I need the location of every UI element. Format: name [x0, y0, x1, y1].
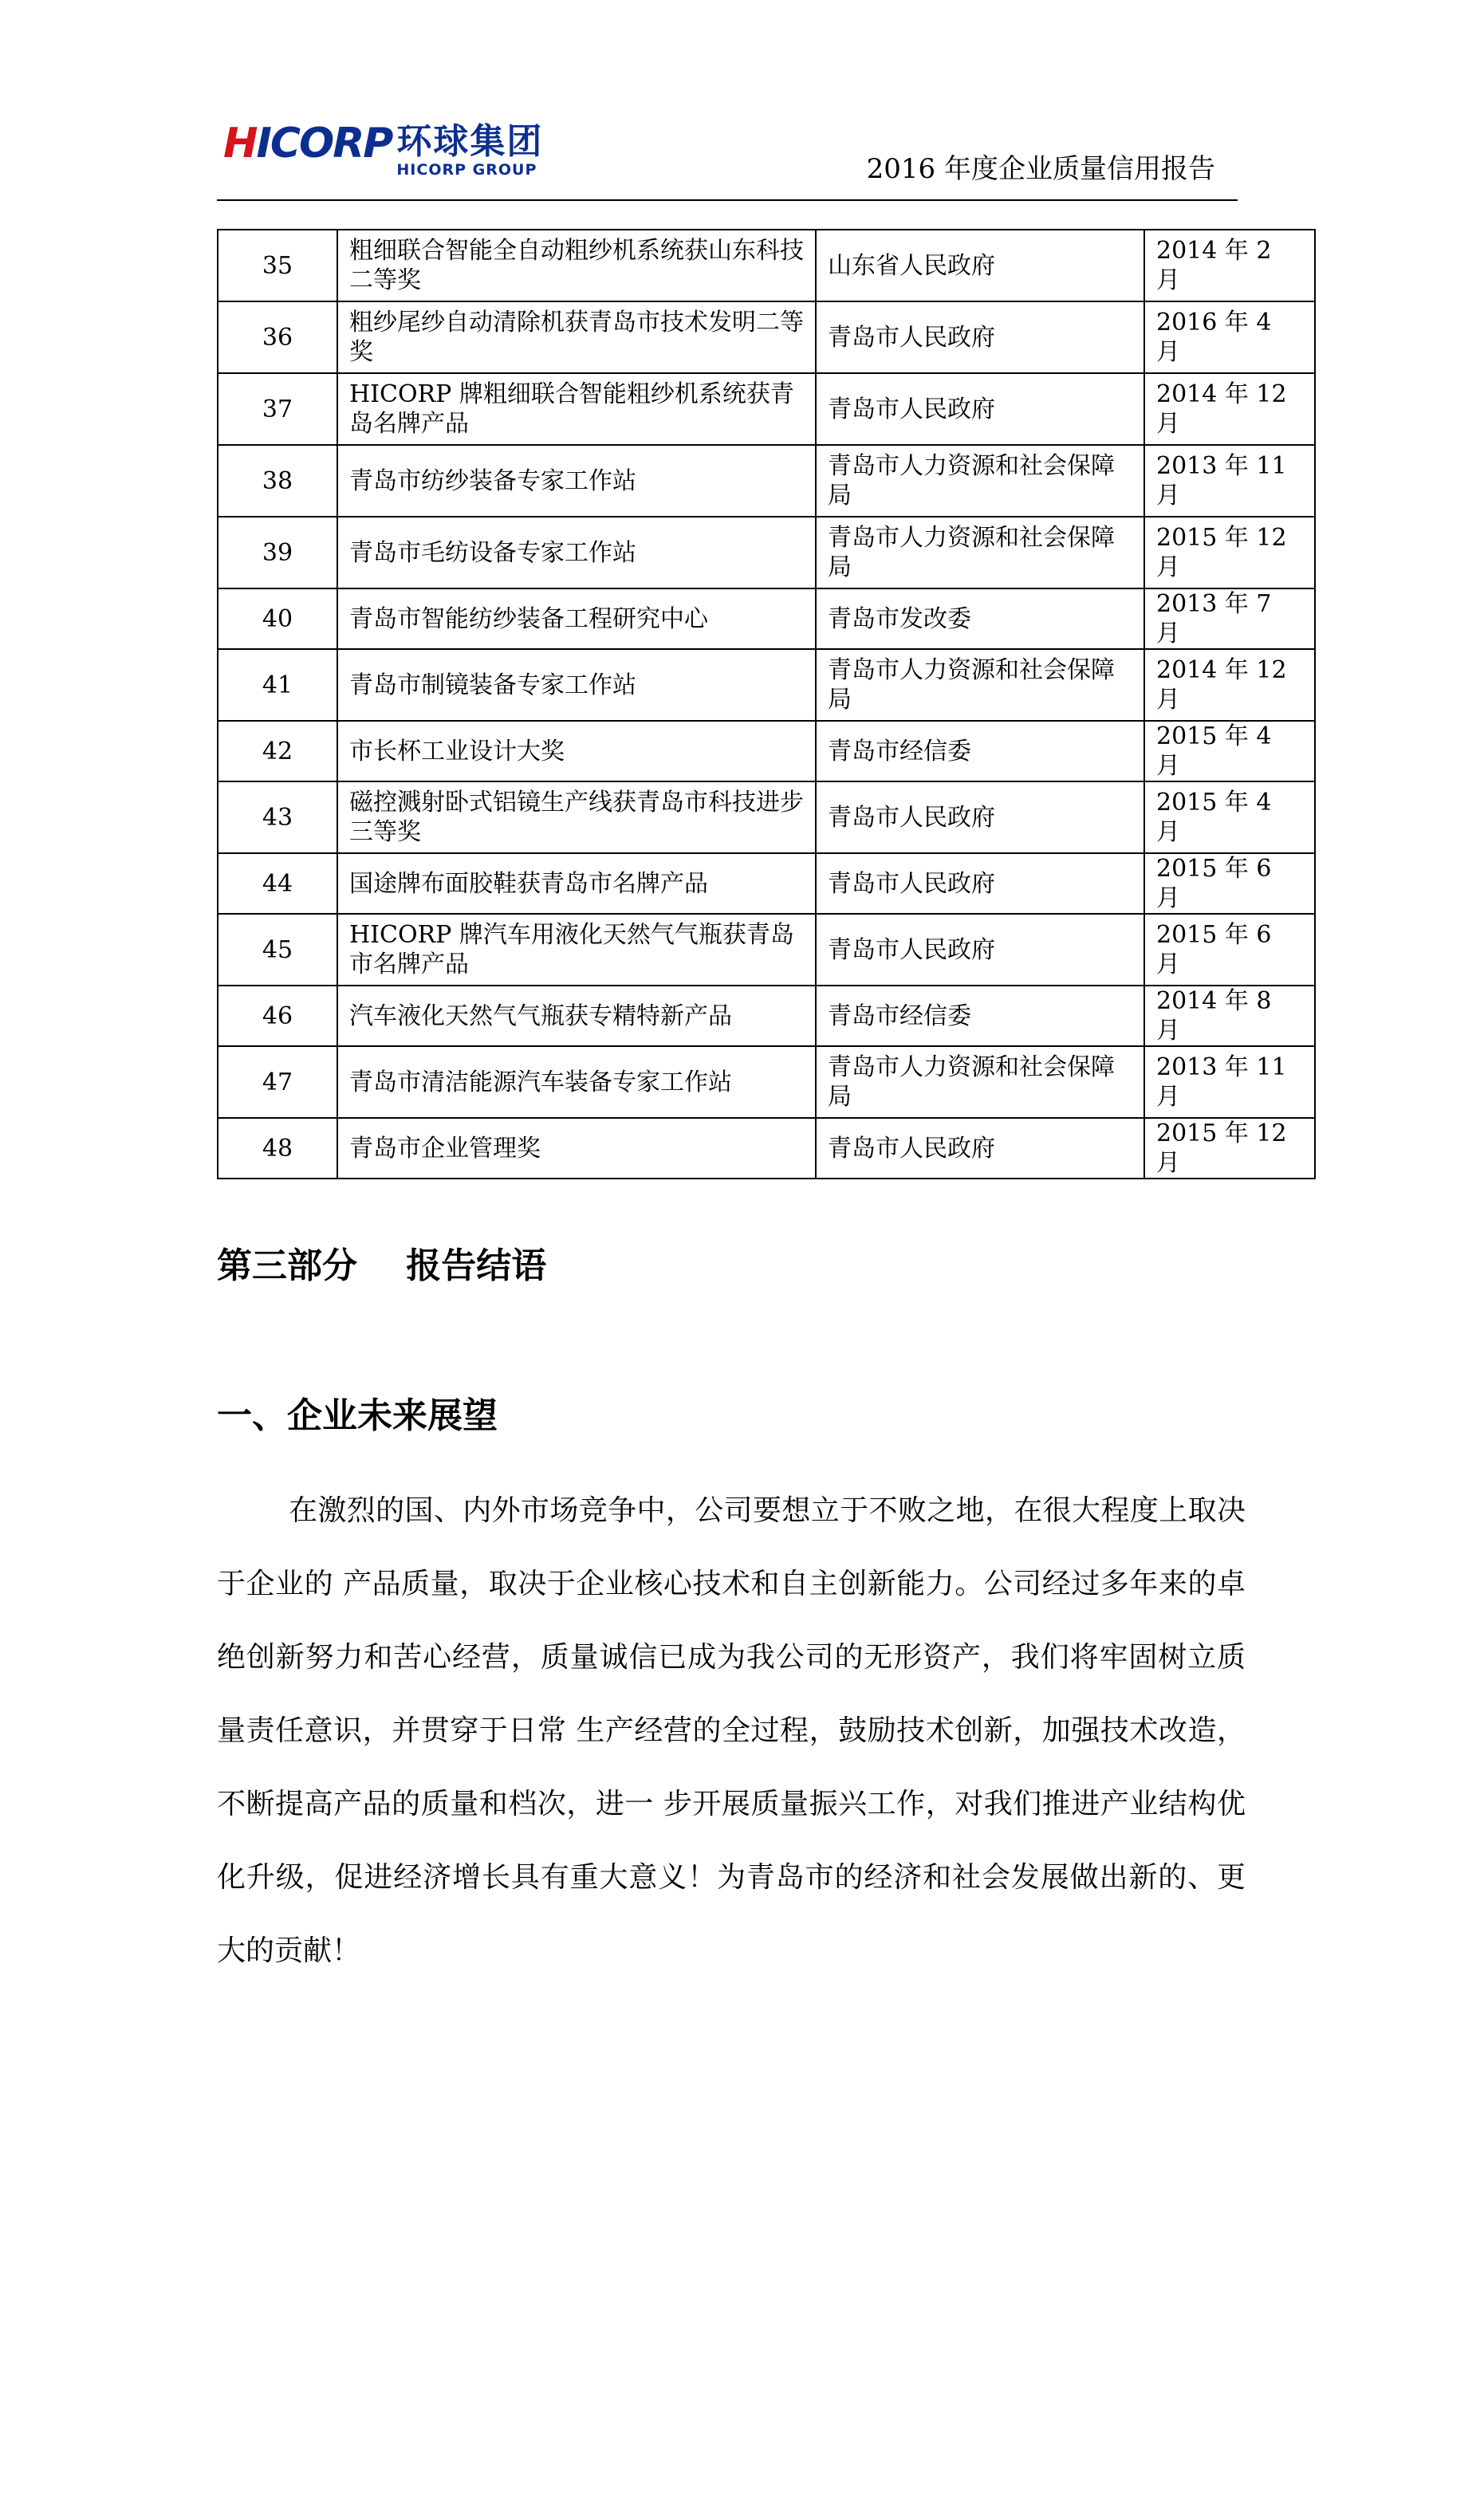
date-cell: 2013 年 7 月 — [1144, 588, 1315, 649]
honors-table — [217, 229, 1316, 1179]
logo-text-block — [396, 123, 543, 179]
award-name-cell: 青岛市纺纱装备专家工作站 — [337, 445, 816, 517]
date-cell: 2015 年 6 月 — [1144, 914, 1315, 986]
award-name-cell: 青岛市智能纺纱装备工程研究中心 — [337, 588, 816, 649]
award-name-cell: 青岛市毛纺设备专家工作站 — [337, 517, 816, 588]
date-cell: 2013 年 11 月 — [1144, 445, 1315, 517]
date-cell: 2015 年 4 月 — [1144, 781, 1315, 853]
date-cell: 2015 年 6 月 — [1144, 853, 1315, 914]
date-cell: 2014 年 12 月 — [1144, 649, 1315, 721]
issuer-cell: 青岛市经信委 — [816, 721, 1144, 781]
award-name-cell: 青岛市企业管理奖 — [337, 1118, 816, 1179]
section-title: 一、企业未来展望 — [217, 1395, 498, 1436]
issuer-cell: 山东省人民政府 — [816, 230, 1144, 301]
date-cell: 2014 年 12 月 — [1144, 373, 1315, 445]
issuer-cell: 青岛市人民政府 — [816, 1118, 1144, 1179]
date-cell: 2013 年 11 月 — [1144, 1046, 1315, 1118]
row-number-cell: 42 — [218, 721, 337, 781]
table-row — [218, 517, 1315, 588]
table-row — [218, 1118, 1315, 1179]
page-header — [217, 120, 1238, 201]
row-number-cell: 43 — [218, 781, 337, 853]
award-name-cell: 粗纱尾纱自动清除机获青岛市技术发明二等奖 — [337, 301, 816, 373]
issuer-cell: 青岛市人民政府 — [816, 373, 1144, 445]
issuer-cell: 青岛市人民政府 — [816, 853, 1144, 914]
row-number-cell: 44 — [218, 853, 337, 914]
award-name-cell: 国途牌布面胶鞋获青岛市名牌产品 — [337, 853, 816, 914]
table-row — [218, 588, 1315, 649]
award-name-cell: 磁控溅射卧式铝镜生产线获青岛市科技进步三等奖 — [337, 781, 816, 853]
row-number-cell: 39 — [218, 517, 337, 588]
row-number-cell: 46 — [218, 986, 337, 1046]
issuer-cell: 青岛市经信委 — [816, 986, 1144, 1046]
row-number-cell: 36 — [218, 301, 337, 373]
issuer-cell: 青岛市人力资源和社会保障局 — [816, 445, 1144, 517]
issuer-cell: 青岛市发改委 — [816, 588, 1144, 649]
issuer-cell: 青岛市人力资源和社会保障局 — [816, 517, 1144, 588]
company-logo — [223, 120, 544, 187]
table-row — [218, 445, 1315, 517]
logo-h-letter: H — [223, 120, 257, 167]
honors-table-body — [218, 230, 1315, 1179]
award-name-cell: 青岛市清洁能源汽车装备专家工作站 — [337, 1046, 816, 1118]
table-row — [218, 373, 1315, 445]
award-name-cell: 市长杯工业设计大奖 — [337, 721, 816, 781]
table-row — [218, 781, 1315, 853]
row-number-cell: 45 — [218, 914, 337, 986]
table-row — [218, 721, 1315, 781]
date-cell: 2015 年 4 月 — [1144, 721, 1315, 781]
logo-english-name: HICORP GROUP — [396, 161, 537, 179]
report-title: 2016 年度企业质量信用报告 — [866, 153, 1215, 185]
row-number-cell: 38 — [218, 445, 337, 517]
table-row — [218, 914, 1315, 986]
table-row — [218, 1046, 1315, 1118]
logo-chinese-name: 环球集团 — [396, 121, 544, 162]
row-number-cell: 47 — [218, 1046, 337, 1118]
award-name-cell: HICORP 牌汽车用液化天然气气瓶获青岛市名牌产品 — [337, 914, 816, 986]
row-number-cell: 41 — [218, 649, 337, 721]
table-row — [218, 853, 1315, 914]
table-row — [218, 649, 1315, 721]
table-row — [218, 986, 1315, 1046]
logo-wordmark — [223, 120, 392, 167]
issuer-cell: 青岛市人民政府 — [816, 914, 1144, 986]
award-name-cell: 青岛市制镜装备专家工作站 — [337, 649, 816, 721]
issuer-cell: 青岛市人民政府 — [816, 301, 1144, 373]
issuer-cell: 青岛市人民政府 — [816, 781, 1144, 853]
logo-wordmark-rest: ICORP — [256, 120, 392, 167]
table-row — [218, 230, 1315, 301]
row-number-cell: 37 — [218, 373, 337, 445]
table-row — [218, 301, 1315, 373]
issuer-cell: 青岛市人力资源和社会保障局 — [816, 649, 1144, 721]
row-number-cell: 40 — [218, 588, 337, 649]
date-cell: 2015 年 12 月 — [1144, 517, 1315, 588]
issuer-cell: 青岛市人力资源和社会保障局 — [816, 1046, 1144, 1118]
part-title: 第三部分 报告结语 — [217, 1246, 547, 1286]
date-cell: 2014 年 2 月 — [1144, 230, 1315, 301]
date-cell: 2016 年 4 月 — [1144, 301, 1315, 373]
award-name-cell: 粗细联合智能全自动粗纱机系统获山东科技二等奖 — [337, 230, 816, 301]
date-cell: 2015 年 12 月 — [1144, 1118, 1315, 1179]
date-cell: 2014 年 8 月 — [1144, 986, 1315, 1046]
row-number-cell: 48 — [218, 1118, 337, 1179]
award-name-cell: 汽车液化天然气气瓶获专精特新产品 — [337, 986, 816, 1046]
row-number-cell: 35 — [218, 230, 337, 301]
award-name-cell: HICORP 牌粗细联合智能粗纱机系统获青岛名牌产品 — [337, 373, 816, 445]
body-paragraph: 在激烈的国、内外市场竞争中，公司要想立于不败之地，在很大程度上取决于企业的 产品质量，取决于企业核心技术和自主创新能力。公司经过多年来的卓绝创新努力和苦心经营，质量诚信已成为我公司的无形资产，我们将牢固树立质量责任意识，并贯穿于日常 生产经营的全过程，鼓励技术创新，加强技术改造，不断提高产品的质量和档次，进一 步开展质量振兴工作，对我们推进产业结构优化升级，促进经济增长具有重大意义！为青岛市的经济和社会发展做出新的、更大的贡献！ — [217, 1494, 1246, 1967]
